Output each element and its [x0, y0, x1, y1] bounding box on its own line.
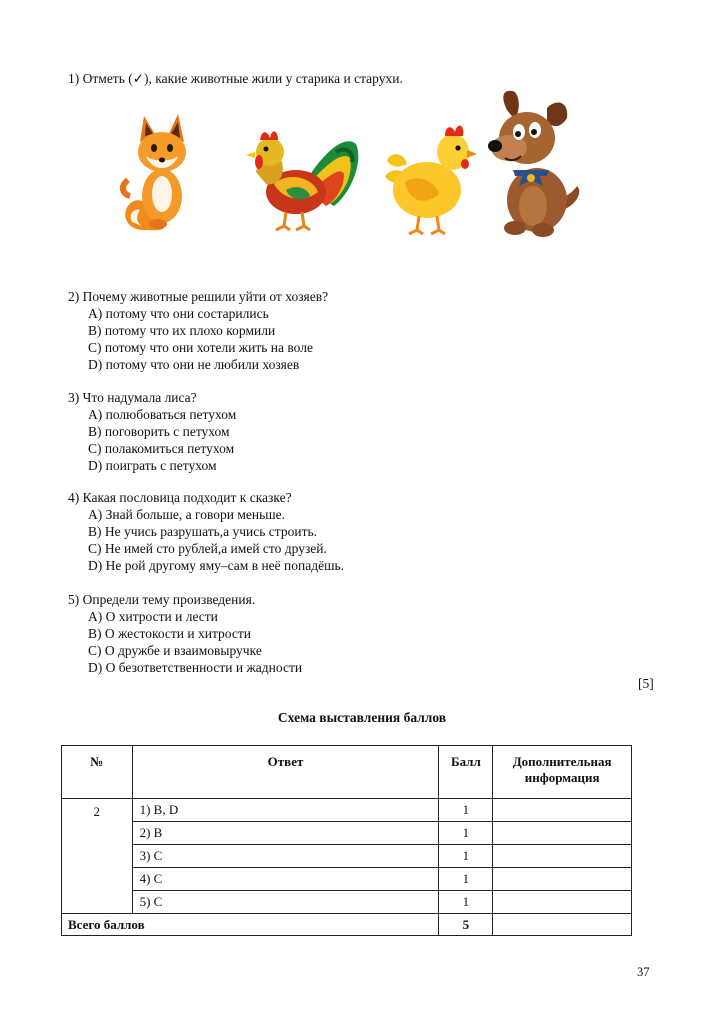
points-cell: 1	[439, 822, 493, 845]
max-score-mark: [5]	[638, 676, 654, 691]
points-cell: 1	[439, 891, 493, 914]
points-cell: 1	[439, 799, 493, 822]
question-3-option-c[interactable]: C) полакомиться петухом	[88, 441, 235, 456]
table-row	[62, 845, 632, 868]
dog-picture[interactable]	[485, 88, 585, 238]
rooster-picture[interactable]	[246, 122, 364, 234]
question-2	[68, 288, 328, 373]
task-number-cell: 2	[62, 799, 133, 914]
question-5-option-d[interactable]: D) О безответственности и жадности	[88, 660, 303, 675]
question-2-option-c[interactable]: C) потому что они хотели жить на воле	[88, 340, 313, 355]
fox-picture[interactable]	[118, 110, 192, 234]
question-3-option-b[interactable]: B) поговорить с петухом	[88, 424, 230, 439]
table-header-row	[62, 746, 632, 799]
additional-cell	[493, 891, 632, 914]
question-1-text: 1) Отметь (✓), какие животные жили у старика и старухи.	[68, 71, 403, 86]
answer-cell: 3) C	[132, 845, 439, 868]
total-value: 5	[439, 914, 493, 936]
page-number: 37	[637, 965, 650, 979]
question-3-option-a[interactable]: A) полюбоваться петухом	[88, 407, 237, 422]
question-4-option-a[interactable]: A) Знай больше, а говори меньше.	[88, 507, 286, 522]
additional-cell	[493, 822, 632, 845]
header-additional-info: Дополнительная информация	[493, 746, 632, 799]
points-cell: 1	[439, 868, 493, 891]
question-5-option-b[interactable]: B) О жестокости и хитрости	[88, 626, 251, 641]
answer-cell: 4) C	[132, 868, 439, 891]
question-5-option-a[interactable]: A) О хитрости и лести	[88, 609, 218, 624]
additional-cell	[493, 845, 632, 868]
additional-cell	[493, 799, 632, 822]
question-4-option-d[interactable]: D) Не рой другому яму–сам в неё попадёшь.	[88, 558, 345, 573]
table-row	[62, 891, 632, 914]
header-points: Балл	[439, 746, 493, 799]
table-total-row	[62, 914, 632, 936]
question-5-text: 5) Определи тему произведения.	[68, 592, 256, 607]
question-4-option-b[interactable]: B) Не учись разрушать,а учись строить.	[88, 524, 318, 539]
question-1	[68, 70, 403, 87]
table-row	[62, 868, 632, 891]
question-3-option-d[interactable]: D) поиграть с петухом	[88, 458, 217, 473]
points-cell: 1	[439, 845, 493, 868]
header-answer: Ответ	[132, 746, 439, 799]
table-row	[62, 799, 632, 822]
answer-cell: 2) B	[132, 822, 439, 845]
total-additional-cell	[493, 914, 632, 936]
header-number: №	[62, 746, 133, 799]
hen-picture[interactable]	[383, 120, 479, 236]
total-label: Всего баллов	[62, 914, 439, 936]
additional-cell	[493, 868, 632, 891]
question-4-option-c[interactable]: C) Не имей сто рублей,а имей сто друзей.	[88, 541, 327, 556]
scoring-table	[61, 745, 632, 936]
question-4	[68, 489, 344, 574]
answer-cell: 1) B, D	[132, 799, 439, 822]
table-row	[62, 822, 632, 845]
question-4-text: 4) Какая пословица подходит к сказке?	[68, 490, 292, 505]
question-2-option-a[interactable]: A) потому что они состарились	[88, 306, 269, 321]
question-3	[68, 389, 236, 474]
question-5	[68, 591, 302, 676]
scoring-scheme-title: Схема выставления баллов	[277, 710, 447, 725]
question-2-option-d[interactable]: D) потому что они не любили хозяев	[88, 357, 300, 372]
question-3-text: 3) Что надумала лиса?	[68, 390, 197, 405]
answer-cell: 5) C	[132, 891, 439, 914]
question-2-option-b[interactable]: B) потому что их плохо кормили	[88, 323, 276, 338]
question-5-option-c[interactable]: C) О дружбе и взаимовыручке	[88, 643, 262, 658]
question-2-text: 2) Почему животные решили уйти от хозяев?	[68, 289, 329, 304]
